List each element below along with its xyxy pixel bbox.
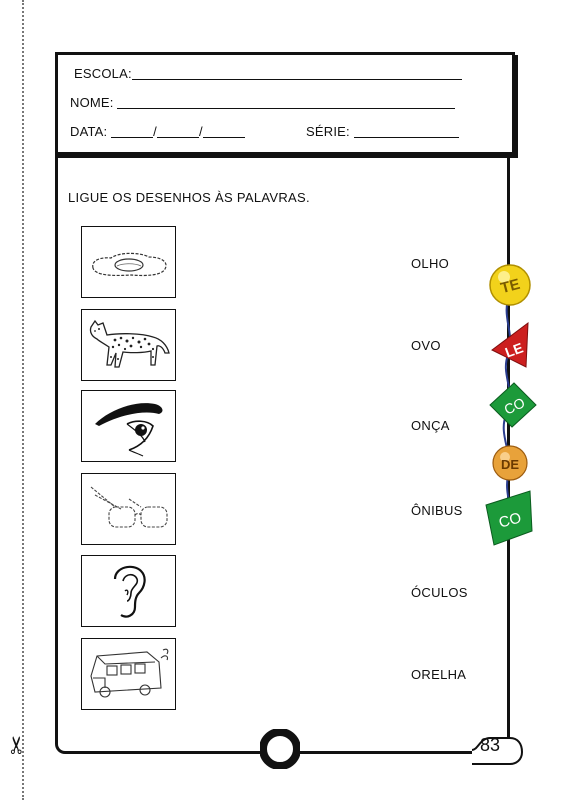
date-line (70, 124, 245, 139)
date-slash: / (153, 124, 157, 139)
badge-de-icon (493, 446, 527, 480)
picture-box-glasses[interactable] (81, 473, 176, 545)
glasses-icon (85, 477, 173, 541)
word-ovo[interactable]: OVO (411, 338, 441, 353)
egg-icon (85, 230, 173, 294)
word-olho[interactable]: OLHO (411, 256, 450, 271)
binder-ring-icon (260, 729, 300, 769)
tab-badges (480, 255, 542, 555)
school-label: ESCOLA: (74, 66, 132, 81)
picture-box-jaguar[interactable] (81, 309, 176, 381)
jaguar-icon (85, 313, 173, 377)
page-number: 83 (480, 735, 501, 755)
badge-co-icon (490, 383, 536, 427)
picture-box-egg[interactable] (81, 226, 176, 298)
school-field[interactable] (132, 66, 462, 80)
name-field[interactable] (117, 95, 455, 109)
date-year-field[interactable] (203, 124, 245, 138)
school-line (74, 66, 462, 81)
word-oculos[interactable]: ÓCULOS (411, 585, 468, 600)
picture-box-ear[interactable] (81, 555, 176, 627)
badge-te-icon (490, 265, 530, 305)
date-day-field[interactable] (111, 124, 153, 138)
badge-co2-icon (486, 491, 532, 545)
ear-icon (85, 559, 173, 623)
scissors-icon: ✂ (3, 734, 32, 756)
badge-co2-text: CO (497, 509, 524, 532)
header-box (55, 52, 515, 155)
badge-de-text: DE (500, 457, 520, 472)
picture-box-eye[interactable] (81, 390, 176, 462)
date-slash: / (198, 124, 203, 139)
picture-box-bus[interactable] (81, 638, 176, 710)
word-onca[interactable]: ONÇA (411, 418, 450, 433)
instruction-text: LIGUE OS DESENHOS ÀS PALAVRAS. (68, 190, 310, 205)
date-month-field[interactable] (157, 124, 199, 138)
badge-te-text: TE (498, 275, 522, 298)
date-label: DATA: (70, 124, 108, 139)
cut-line (22, 0, 24, 800)
name-line (70, 95, 455, 110)
grade-label: SÉRIE: (306, 124, 350, 139)
word-orelha[interactable]: ORELHA (411, 667, 467, 682)
word-onibus[interactable]: ÔNIBUS (411, 503, 463, 518)
badge-co-text: CO (501, 394, 528, 418)
grade-line (306, 124, 459, 139)
badge-le-text: LE (502, 339, 526, 361)
bus-icon (85, 642, 173, 706)
grade-field[interactable] (354, 124, 459, 138)
name-label: NOME: (70, 95, 114, 110)
eye-icon (85, 394, 173, 458)
